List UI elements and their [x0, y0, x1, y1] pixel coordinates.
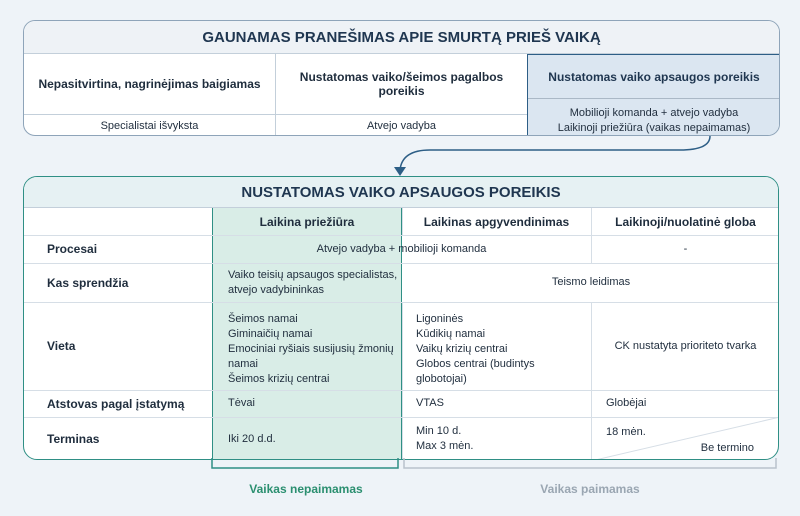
row-label-decides: Kas sprendžia — [47, 275, 129, 290]
row-label-processes: Procesai — [47, 242, 98, 256]
representative-col2: VTAS — [416, 397, 444, 409]
report-box — [23, 20, 780, 136]
connector-arrow — [380, 136, 740, 178]
protection-need-label: Nustatomas vaiko apsaugos poreikis — [528, 55, 780, 99]
footer-child-not-removed: Vaikas nepaimamas — [249, 482, 363, 496]
place-col1-list — [228, 312, 398, 387]
value-case-management: Atvejo vadyba — [366, 119, 437, 132]
protection-need-value-2: Laikinoji priežiūra (vaikas nepaimamas) — [557, 122, 751, 134]
decides-col1: Vaiko teisių apsaugos specialistas, atvejo vadybininkas — [228, 268, 398, 296]
col-header-guardianship: Laikinoji/nuolatinė globa — [615, 214, 756, 229]
term-col2 — [416, 424, 586, 454]
row-label-term: Terminas — [47, 432, 100, 446]
header-family-help: Nustatomas vaiko/šeimos pagalbos poreikis — [276, 54, 528, 115]
list-item: Giminaičių namai — [228, 328, 313, 340]
report-title: GAUNAMAS PRANEŠIMAS APIE SMURTĄ PRIEŠ VAIKĄ — [24, 21, 779, 54]
col-header-temporary-care: Laikina priežiūra — [259, 214, 355, 229]
place-col3: CK nustatyta prioriteto tvarka — [614, 339, 757, 352]
place-col2-list — [416, 312, 586, 387]
header-protection-need — [527, 54, 780, 136]
decides-merged: Teismo leidimas — [551, 276, 631, 288]
list-item: Globos centrai (budintys globotojai) — [416, 358, 535, 385]
value-specialists-leave: Specialistai išvyksta — [24, 115, 276, 136]
list-item: Ligoninės — [416, 313, 464, 325]
row-label-place: Vieta — [47, 339, 76, 353]
list-item: Emociniai ryšiais susijusių žmonių namai — [228, 343, 394, 370]
term-col3-months: 18 mėn. — [606, 426, 646, 438]
protection-title: NUSTATOMAS VAIKO APSAUGOS POREIKIS — [24, 177, 778, 208]
list-item: Vaikų krizių centrai — [416, 343, 508, 355]
term-col1: Iki 20 d.d. — [228, 432, 276, 445]
list-item: Šeimos namai — [228, 313, 298, 325]
processes-col3: - — [683, 242, 688, 255]
term-min: Min 10 d. — [416, 425, 462, 437]
col-header-temporary-housing: Laikinas apgyvendinimas — [423, 214, 570, 229]
row-label-representative: Atstovas pagal įstatymą — [47, 396, 185, 411]
representative-col1: Tėvai — [228, 397, 255, 409]
processes-merged: Atvejo vadyba + mobilioji komanda — [316, 242, 487, 255]
footer-brackets — [210, 458, 782, 472]
footer-child-removed: Vaikas paimamas — [540, 482, 640, 496]
representative-col3: Globėjai — [606, 397, 647, 409]
list-item: Kūdikių namai — [416, 328, 486, 340]
grid-line — [402, 302, 403, 460]
header-not-confirmed: Nepasitvirtina, nagrinėjimas baigiamas — [24, 54, 276, 115]
term-max: Max 3 mėn. — [416, 440, 474, 452]
term-col3-no-term: Be termino — [700, 442, 754, 454]
list-item: Šeimos krizių centrai — [228, 373, 330, 385]
protection-box — [23, 176, 779, 460]
protection-need-value-1: Mobilioji komanda + atvejo vadyba — [569, 107, 739, 119]
